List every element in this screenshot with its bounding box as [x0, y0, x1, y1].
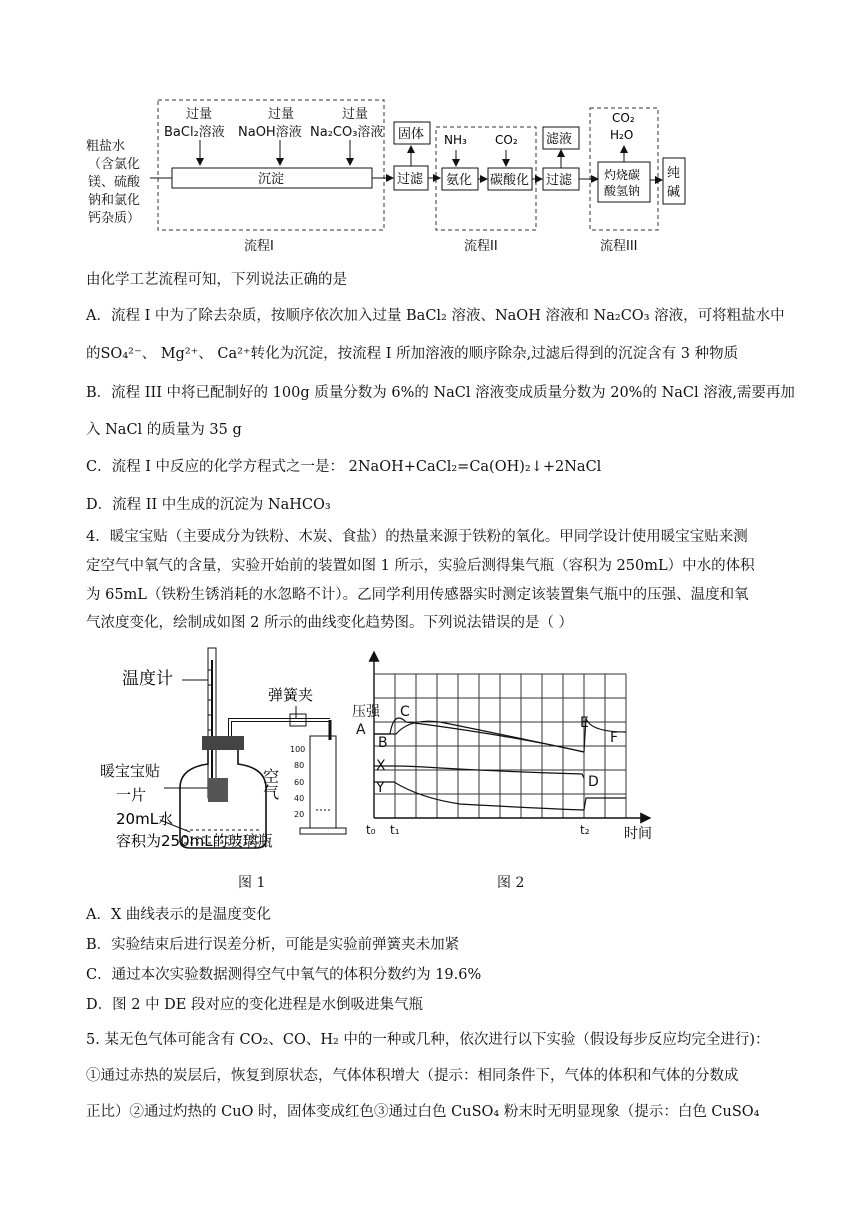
- warmer-label: 一片: [116, 786, 147, 804]
- pressure-label: 压强: [352, 704, 380, 720]
- thermometer-label: 温度计: [122, 669, 173, 689]
- curve-x-label: X: [376, 758, 386, 774]
- t1-label: t₁: [390, 823, 400, 837]
- co2-label: CO₂: [495, 133, 518, 147]
- nh3-label: NH₃: [444, 133, 467, 147]
- q4-stem-line1: 4．暖宝宝贴（主要成分为铁粉、木炭、食盐）的热量来源于铁粉的氧化。甲同学设计使用暖宝宝贴来测: [86, 529, 748, 545]
- figure-2-curves: [350, 648, 670, 858]
- q3-option-b-line2: 入 NaCl 的质量为 35 g: [86, 422, 242, 438]
- raw-brine-line: 镁、硫酸: [88, 175, 141, 190]
- raw-brine-line: 钠和氯化: [88, 193, 141, 208]
- precipitate-label: 沉淀: [258, 172, 285, 187]
- reagent-na2co3: Na₂CO₃溶液: [310, 125, 384, 140]
- filtrate-label: 滤液: [546, 132, 573, 147]
- clamp-label: 弹簧夹: [268, 686, 314, 704]
- q5-line3: 正比）②通过灼热的 CuO 时，固体变成红色③通过白色 CuSO₄ 粉末时无明显现象（提示：白色 CuSO₄: [86, 1104, 760, 1120]
- point-c-label: C: [400, 704, 410, 720]
- bottle-label: 容积为250mL的玻璃瓶: [116, 832, 273, 850]
- process-flowchart: [0, 0, 860, 270]
- product-label: 纯: [667, 166, 681, 181]
- solid-label: 固体: [398, 127, 425, 142]
- process-1-label: 流程I: [244, 239, 274, 254]
- q4-option-a: A．X 曲线表示的是温度变化: [86, 907, 271, 923]
- figure-2-caption: 图 2: [497, 875, 525, 891]
- raw-brine-line: 粗盐水: [86, 139, 126, 154]
- calcine-label: 酸氢钠: [604, 184, 641, 198]
- q4-option-c: C．通过本次实验数据测得空气中氧气的体积分数约为 19.6%: [86, 967, 482, 983]
- scale-mark: 60: [294, 778, 305, 787]
- point-a-label: A: [356, 722, 366, 738]
- q3-option-a-line1: A．流程 I 中为了除去杂质，按顺序依次加入过量 BaCl₂ 溶液、NaOH 溶液和 Na₂CO₃ 溶液，可将粗盐水中: [86, 308, 785, 324]
- point-e-label: E: [580, 715, 589, 731]
- graduated-cylinder: [310, 736, 336, 828]
- carbonate-label: 碳酸化: [490, 173, 530, 188]
- scale-mark: 80: [294, 761, 305, 770]
- point-d-label: D: [588, 774, 599, 790]
- reagent-naoh: NaOH溶液: [238, 125, 302, 140]
- reagent-excess: 过量: [342, 107, 369, 122]
- q3-option-b-line1: B．流程 III 中将已配制好的 100g 质量分数为 6%的 NaCl 溶液变成质量分数为 20%的 NaCl 溶液,需要再加: [86, 385, 795, 401]
- calcine-label: 灼烧碳: [604, 168, 641, 182]
- point-f-label: F: [610, 730, 619, 746]
- reagent-excess: 过量: [268, 107, 295, 122]
- stopper: [202, 736, 244, 750]
- ammonify-label: 氨化: [446, 173, 473, 188]
- warmer-label: 暖宝宝贴: [100, 762, 161, 780]
- scale-mark: 20: [294, 810, 305, 819]
- point-b-label: B: [378, 735, 388, 751]
- water-label: 20mL水: [116, 810, 174, 828]
- raw-brine-line: 钙杂质）: [88, 211, 141, 226]
- figure-1-caption: 图 1: [238, 875, 266, 891]
- q3-option-d: D．流程 II 中生成的沉淀为 NaHCO₃: [86, 497, 331, 513]
- reagent-excess: 过量: [186, 107, 213, 122]
- q3-option-a-line2: 的SO₄²⁻、 Mg²⁺、 Ca²⁺转化为沉淀，按流程 I 所加溶液的顺序除杂,过滤后得到的沉淀含有 3 种物质: [86, 346, 739, 362]
- product-label: 碱: [667, 185, 681, 200]
- q4-option-d: D．图 2 中 DE 段对应的变化进程是水倒吸进集气瓶: [86, 997, 423, 1013]
- filter-2-label: 过滤: [546, 173, 573, 188]
- q4-stem-line4: 气浓度变化，绘制成如图 2 所示的曲线变化趋势图。下列说法错误的是（ ）: [86, 615, 574, 631]
- q4-stem-line2: 定空气中氧气的含量，实验开始前的装置如图 1 所示，实验后测得集气瓶（容积为 250mL）中水的体积: [86, 558, 755, 574]
- gas-h2o-label: H₂O: [610, 128, 634, 142]
- gas-co2-label: CO₂: [612, 111, 635, 125]
- q5-line2: ①通过赤热的炭层后，恢复到原状态，气体体积增大（提示：相同条件下，气体的体积和气体的分数成: [86, 1068, 739, 1084]
- curve-y-label: Y: [376, 780, 385, 796]
- scale-mark: 100: [290, 745, 306, 754]
- scale-mark: 40: [294, 794, 305, 803]
- t0-label: t₀: [366, 823, 376, 837]
- process-3-label: 流程III: [600, 239, 638, 254]
- filter-1-label: 过滤: [397, 172, 424, 187]
- q4-option-b: B．实验结束后进行误差分析，可能是实验前弹簧夹未加紧: [86, 937, 460, 953]
- time-label: 时间: [624, 826, 652, 842]
- q3-intro: 由化学工艺流程可知，下列说法正确的是: [86, 272, 347, 288]
- warmer-patch: [208, 778, 228, 802]
- q4-stem-line3: 为 65mL（铁粉生锈消耗的水忽略不计）。乙同学利用传感器实时测定该装置集气瓶中的压强、温度和氧: [86, 587, 749, 603]
- q5-line1: 5. 某无色气体可能含有 CO₂、CO、H₂ 中的一种或几种，依次进行以下实验（假设每步反应均完全进行)：: [86, 1032, 770, 1048]
- air-label: 空气: [260, 768, 280, 800]
- t2-label: t₂: [580, 823, 590, 837]
- q3-option-c: C．流程 I 中反应的化学方程式之一是： 2NaOH+CaCl₂=Ca(OH)₂↓+2NaCl: [86, 459, 602, 475]
- process-2-label: 流程II: [464, 239, 498, 254]
- raw-brine-line: （含氯化: [88, 157, 141, 172]
- reagent-bacl2: BaCl₂溶液: [164, 125, 225, 140]
